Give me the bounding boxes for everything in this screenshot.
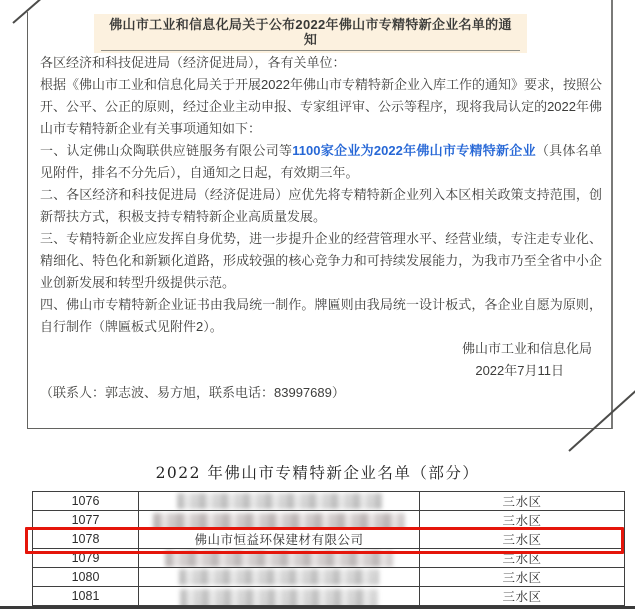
item1-highlighted-link-text[interactable]: 1100家企业为2022年佛山市专精特新企业 [292, 143, 536, 158]
row-number-cell: 1076 [33, 492, 139, 511]
redacted-company-blur [180, 589, 378, 606]
row-number-cell: 1079 [33, 549, 139, 568]
item1-prefix: 一、认定佛山众陶联供应链服务有限公司等 [40, 143, 293, 158]
district-cell: 三水区 [420, 549, 625, 568]
redacted-company-blur [179, 569, 379, 585]
notice-item-2: 二、各区经济和科技促进局（经济促进局）应优先将专精特新企业列入本区相关政策支持范围，创新帮扶方式，积极支持专精特新企业高质量发展。 [40, 187, 602, 224]
company-name-cell [139, 568, 420, 587]
redacted-company-blur [165, 550, 393, 567]
district-cell: 三水区 [420, 587, 625, 606]
signature-block [40, 338, 602, 382]
row-number-cell: 1078 [33, 530, 139, 549]
table-row [33, 549, 625, 568]
notice-item-1 [40, 140, 602, 184]
notice-intro: 根据《佛山市工业和信息化局关于开展2022年佛山市专精特新企业入库工作的通知》要求，按照公开、公平、公正的原则，经过企业主动申报、专家组评审、公示等程序，现将我局认定的2022年佛山市专精特新企业有关事项通知如下： [40, 77, 602, 136]
notice-salutation: 各区经济和科技促进局（经济促进局），各有关单位： [40, 55, 346, 70]
district-cell: 三水区 [420, 530, 625, 549]
contact-line: （联系人：郭志波、易方旭，联系电话：83997689） [40, 385, 345, 400]
bottom-separator [0, 606, 635, 609]
item1-suffix: （具体名单见附件，排名不分先后），自通知之日起，有效期三年。 [40, 143, 602, 180]
company-name-cell [139, 511, 420, 530]
notice-item-4: 四、佛山市专精特新企业证书由我局统一制作。牌匾则由我局统一设计板式，各企业自愿为原则，自行制作（牌匾板式见附件2）。 [40, 297, 602, 334]
table-row [33, 587, 625, 606]
document-bottom-border [27, 428, 612, 429]
table-row [33, 511, 625, 530]
district-cell: 三水区 [420, 568, 625, 587]
table-row-highlighted [33, 530, 625, 549]
document-right-border [611, 0, 613, 429]
document-left-border [27, 12, 28, 428]
issue-date: 2022年7月11日 [475, 363, 564, 378]
issuer-name: 佛山市工业和信息化局 [461, 341, 592, 356]
page-fold-line-top-left [12, 0, 44, 24]
notice-body [40, 52, 602, 404]
company-name-cell: 佛山市恒益环保建材有限公司 [139, 530, 420, 549]
notice-title: 佛山市工业和信息化局关于公布2022年佛山市专精特新企业名单的通知 [101, 17, 521, 51]
redacted-company-blur [153, 513, 405, 530]
row-number-cell: 1080 [33, 568, 139, 587]
notice-item-3: 三、专精特新企业应发挥自身优势，进一步提升企业的经营管理水平、经营业绩，专注走专业化、精细化、特色化和新颖化道路，形成较强的核心竞争力和可持续发展能力，为我市乃至全省中小企业创新发展和转型升级提供示范。 [40, 231, 602, 290]
row-number-cell: 1081 [33, 587, 139, 606]
row-number-cell: 1077 [33, 511, 139, 530]
district-cell: 三水区 [420, 492, 625, 511]
district-cell: 三水区 [420, 511, 625, 530]
table-row [33, 492, 625, 511]
enterprise-roster-table [32, 491, 625, 606]
company-name-cell [139, 492, 420, 511]
redacted-company-blur [177, 493, 382, 509]
company-name-cell [139, 549, 420, 568]
notice-title-bar [94, 14, 527, 53]
table-row [33, 568, 625, 587]
roster-title: 2022 年佛山市专精特新企业名单（部分） [155, 464, 480, 482]
company-name-cell [139, 587, 420, 606]
